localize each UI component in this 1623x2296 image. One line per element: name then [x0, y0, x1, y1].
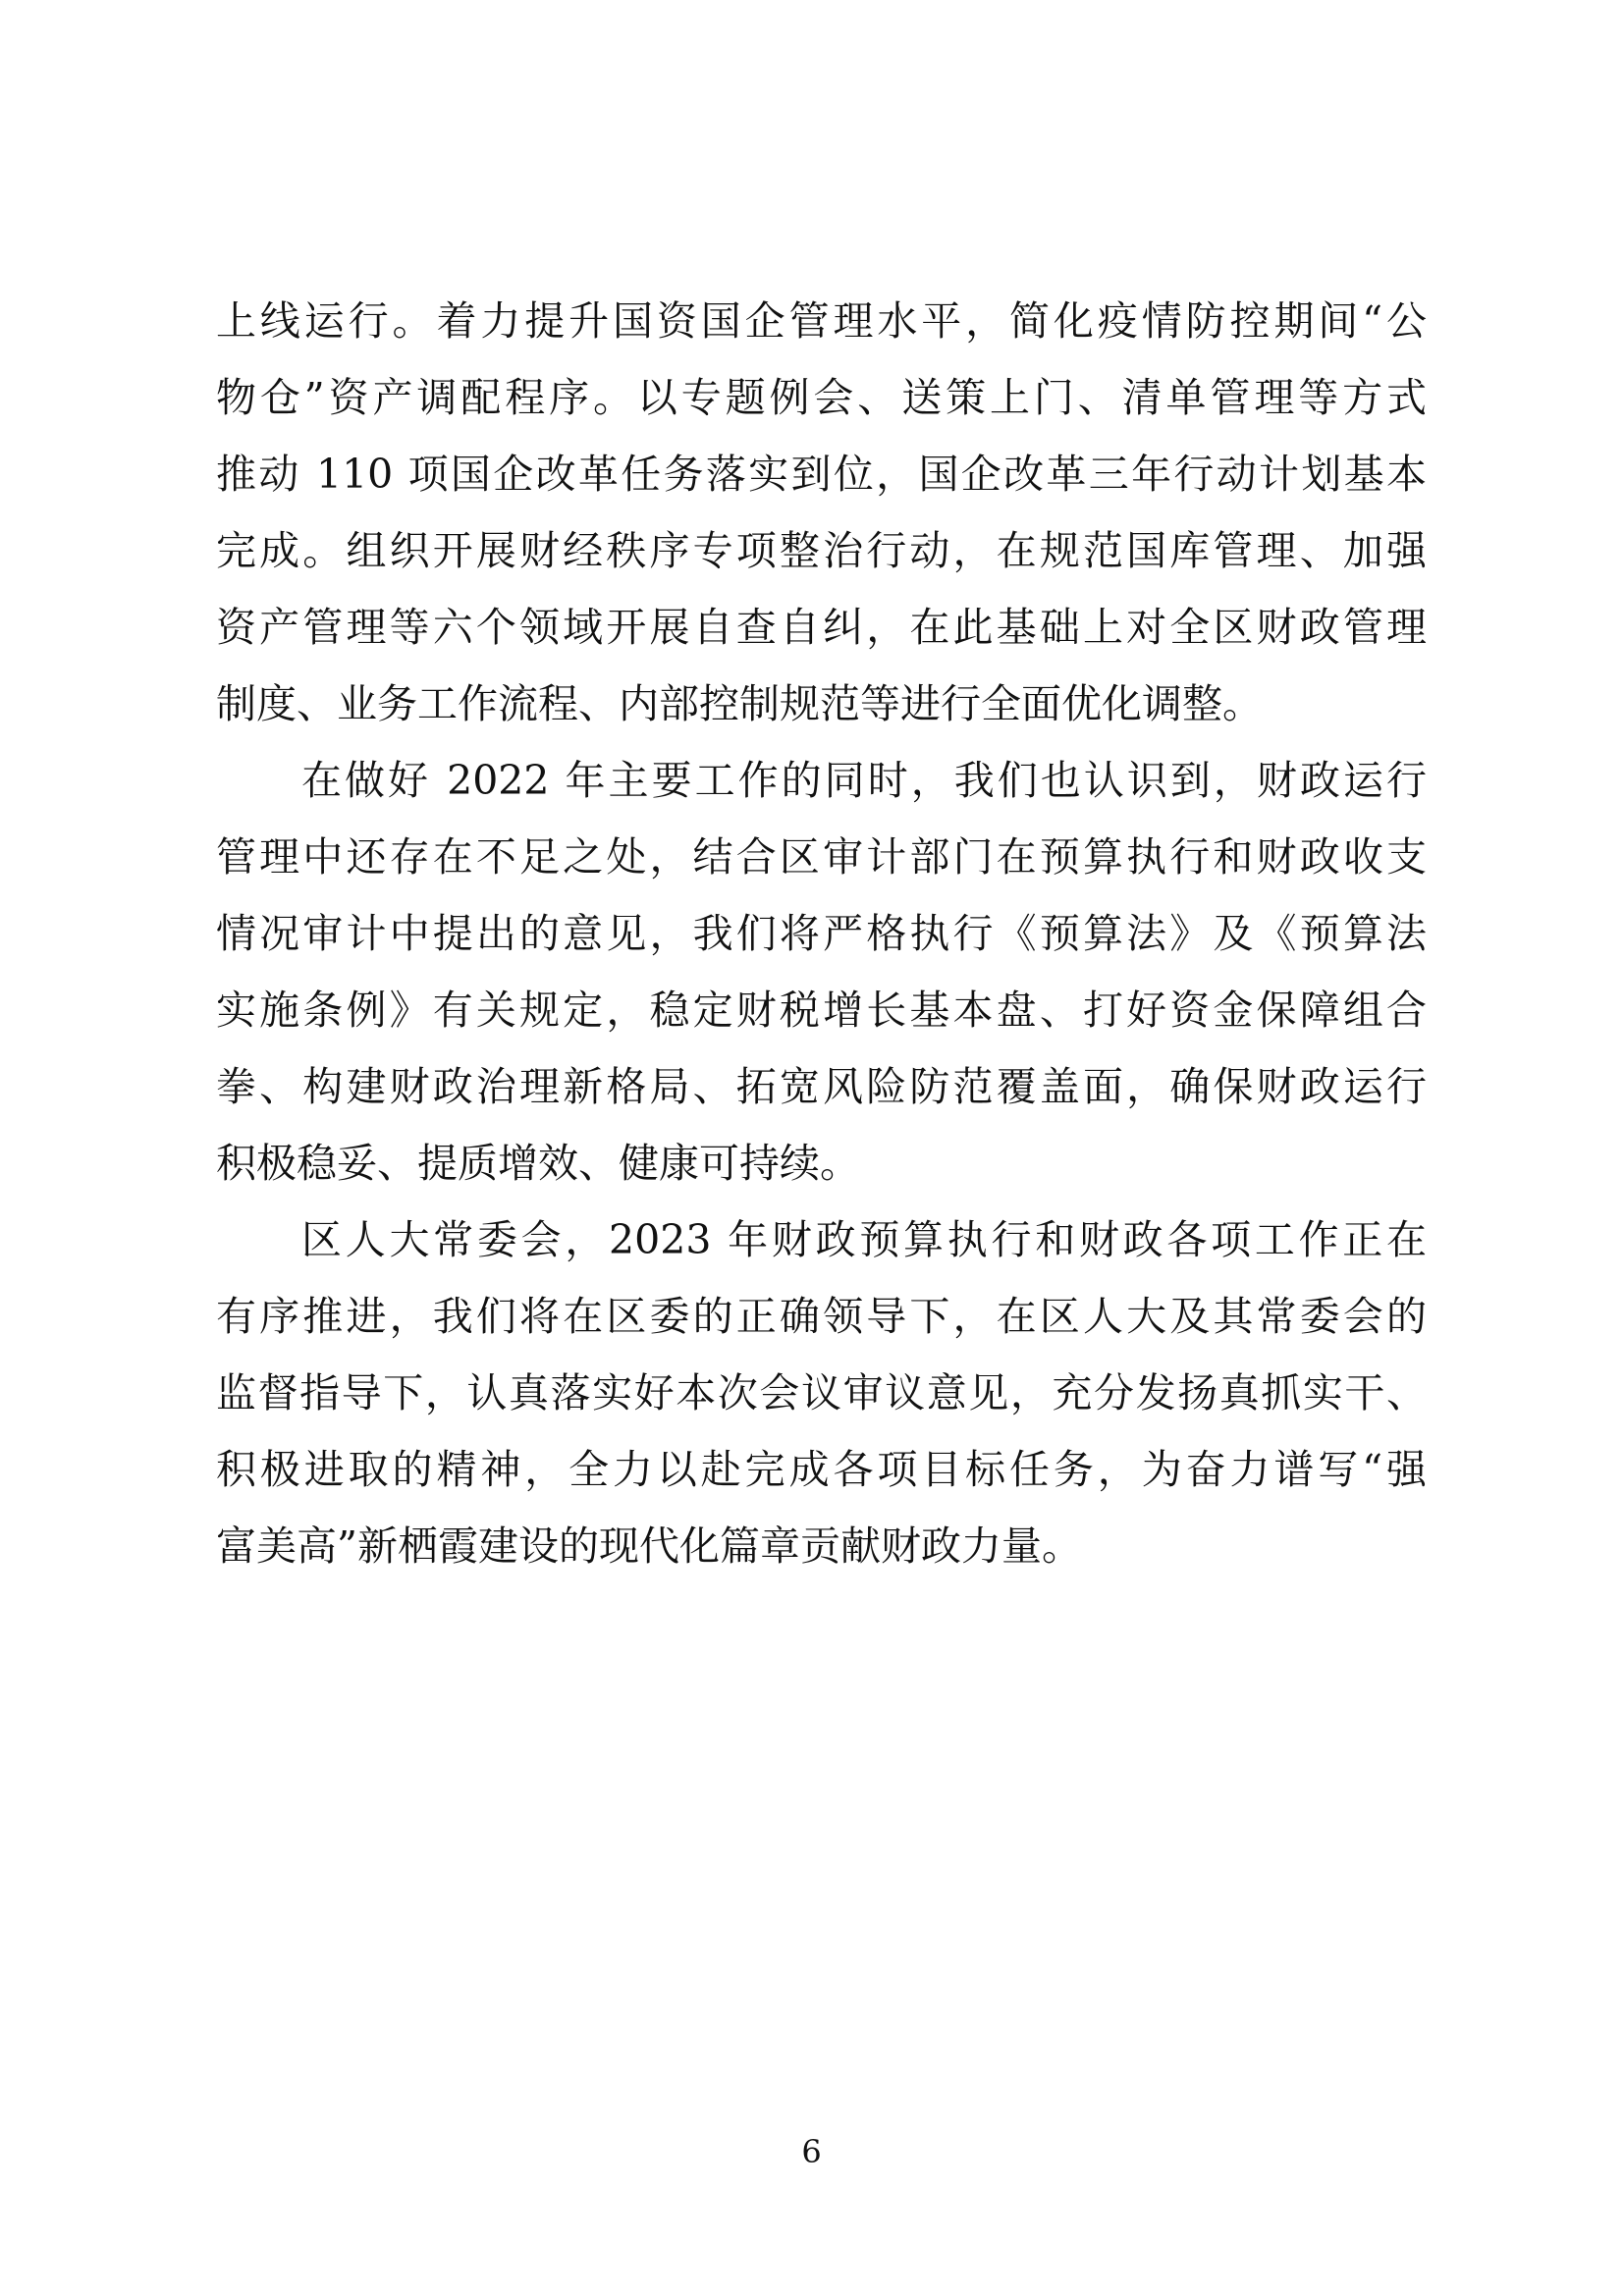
text-line: 物仓”资产调配程序。以专题例会、送策上门、清单管理等方式 — [216, 374, 1427, 421]
text-line: 有序推进，我们将在区委的正确领导下，在区人大及其常委会的 — [216, 1293, 1427, 1340]
text-line: 在做好 2022 年主要工作的同时，我们也认识到，财政运行 — [301, 757, 1427, 804]
paragraph-2 — [216, 742, 1427, 1201]
text-line: 制度、业务工作流程、内部控制规范等进行全面优化调整。 — [216, 680, 1263, 727]
text-line: 区人大常委会，2023 年财政预算执行和财政各项工作正在 — [301, 1216, 1427, 1263]
text-line: 积极稳妥、提质增效、健康可持续。 — [216, 1140, 860, 1187]
text-line: 实施条例》有关规定，稳定财税增长基本盘、打好资金保障组合 — [216, 987, 1427, 1034]
text-line: 上线运行。着力提升国资国企管理水平，简化疫情防控期间“公 — [216, 297, 1427, 345]
page-number: 6 — [801, 2133, 822, 2170]
text-line: 积极进取的精神，全力以赴完成各项目标任务，为奋力谱写“强 — [216, 1446, 1427, 1493]
text-line: 拳、构建财政治理新格局、拓宽风险防范覆盖面，确保财政运行 — [216, 1063, 1427, 1110]
paragraph-1 — [216, 283, 1427, 742]
document-body — [216, 283, 1427, 1584]
text-line: 富美高”新栖霞建设的现代化篇章贡献财政力量。 — [216, 1522, 1082, 1570]
text-line: 管理中还存在不足之处，结合区审计部门在预算执行和财政收支 — [216, 833, 1427, 881]
text-line: 情况审计中提出的意见，我们将严格执行《预算法》及《预算法 — [216, 910, 1427, 957]
text-line: 推动 110 项国企改革任务落实到位，国企改革三年行动计划基本 — [216, 451, 1427, 498]
text-line: 资产管理等六个领域开展自查自纠，在此基础上对全区财政管理 — [216, 604, 1427, 651]
paragraph-3 — [216, 1201, 1427, 1584]
text-line: 监督指导下，认真落实好本次会议审议意见，充分发扬真抓实干、 — [216, 1369, 1427, 1416]
text-line: 完成。组织开展财经秩序专项整治行动，在规范国库管理、加强 — [216, 527, 1427, 574]
